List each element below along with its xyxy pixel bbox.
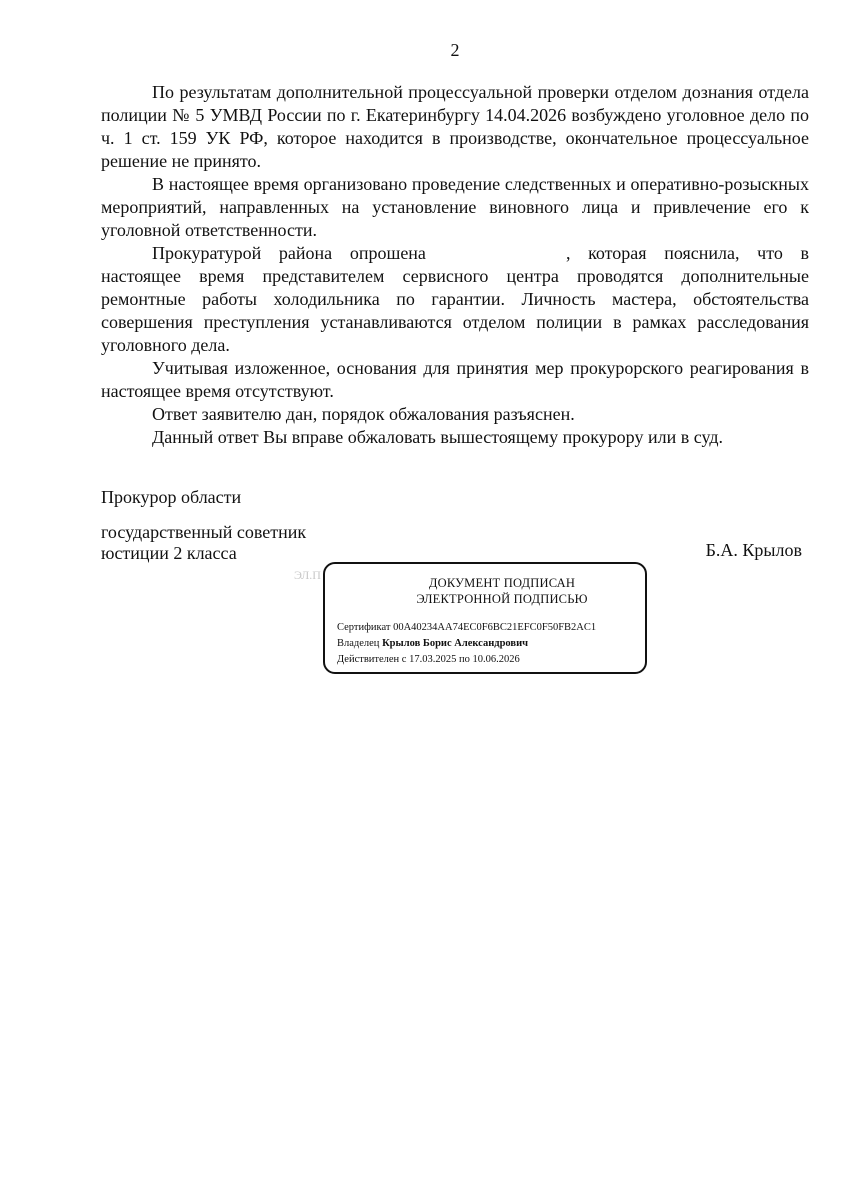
- signatory-rank-line1: государственный советник: [101, 522, 307, 542]
- stamp-heading: [355, 575, 649, 607]
- interview-text-end: , которая пояснила, что в настоящее время представителем сервисного центра проводятся дополнительные ремонтные работы холодильника по гарантии. Личность мастера, обстоятельства совершения преступления устанавливаются отделом полиции в рамках расследования уголовного дела.: [101, 243, 810, 355]
- faint-watermark-text: ЭЛ.П: [294, 568, 321, 582]
- stamp-certificate-row: [337, 620, 596, 636]
- stamp-valid-from: 17.03.2025: [409, 654, 457, 665]
- stamp-owner-value: Крылов Борис Александрович: [382, 638, 529, 649]
- stamp-valid-from-word: с: [401, 654, 407, 665]
- stamp-details: [337, 620, 596, 668]
- stamp-valid-label: Действителен: [337, 654, 400, 665]
- interview-text-start: Прокуратурой района опрошена: [152, 243, 426, 263]
- paragraph-investigation: По результатам дополнительной процессуальной проверки отделом дознания отдела полиции № 5 УМВД России по г. Екатеринбургу 14.04.2026 возбуждено уголовное дело по ч. 1 ст. 159 УК РФ, которое находится в производстве, окончательное процессуальное решение не принято.: [101, 82, 809, 171]
- paragraph-interview: [101, 242, 809, 357]
- stamp-validity-row: [337, 652, 596, 668]
- electronic-signature-stamp: [323, 562, 647, 674]
- signatory-name: Б.А. Крылов: [705, 540, 802, 560]
- page-number: 2: [450, 40, 460, 60]
- paragraph-appeal-right: Данный ответ Вы вправе обжаловать вышестоящему прокурору или в суд.: [152, 427, 723, 447]
- stamp-valid-to-word: по: [458, 654, 470, 665]
- stamp-valid-to: 10.06.2026: [472, 654, 520, 665]
- stamp-heading-line1: ДОКУМЕНТ ПОДПИСАН: [428, 576, 576, 590]
- stamp-owner-label: Владелец: [337, 638, 380, 649]
- signatory-rank-line2: юстиции 2 класса: [101, 543, 237, 563]
- signatory-position: Прокурор области: [101, 487, 242, 507]
- signatory-rank: [101, 522, 809, 564]
- stamp-certificate-value: 00A40234AA74EC0F6BC21EFC0F50FB2AC1: [393, 622, 597, 633]
- paragraph-measures: В настоящее время организовано проведение следственных и оперативно-розыскных мероприятий, направленных на установление виновного лица и привлечение его к уголовной ответственности.: [101, 174, 809, 240]
- stamp-heading-line2: ЭЛЕКТРОННОЙ ПОДПИСЬЮ: [416, 592, 588, 606]
- stamp-owner-row: [337, 636, 596, 652]
- stamp-certificate-label: Сертификат: [337, 622, 391, 633]
- paragraph-conclusion: Учитывая изложенное, основания для принятия мер прокурорского реагирования в настоящее время отсутствуют.: [101, 358, 809, 401]
- letter-body: [101, 81, 809, 449]
- paragraph-answer-given: Ответ заявителю дан, порядок обжалования разъяснен.: [152, 404, 575, 424]
